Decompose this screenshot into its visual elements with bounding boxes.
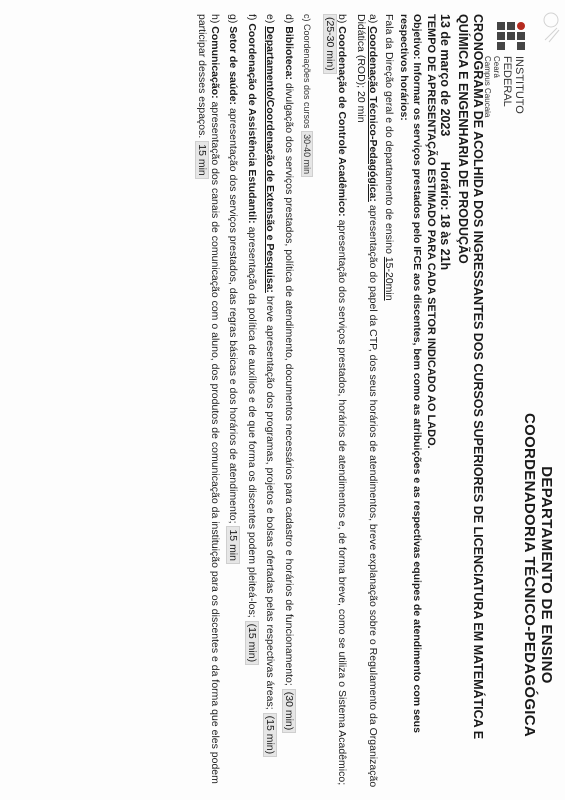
item-h-time: 15 min bbox=[196, 141, 210, 179]
time-note: TEMPO DE APRESENTAÇÃO ESTIMADO PARA CADA SETOR INDICADO AO LADO. bbox=[425, 14, 437, 449]
item-g bbox=[227, 14, 240, 794]
item-b-label: Coordenação de Controle Acadêmico: bbox=[336, 26, 349, 217]
item-a bbox=[355, 14, 380, 794]
item-d-time: (30 min) bbox=[282, 689, 296, 734]
item-c bbox=[301, 14, 314, 794]
item-e-text: breve apresentação dos programas, projetos e bolsas ofertadas pelas respectivas áreas; bbox=[264, 295, 277, 710]
item-f-prefix: f) bbox=[246, 14, 258, 21]
item-h-text: apresentação dos canais de comunicação com o aluno, dos produtos de comunicação da instituição para os discentes e da forma que eles podem participar desses espaços. bbox=[196, 14, 221, 784]
item-f bbox=[246, 14, 259, 794]
objective-paragraph bbox=[398, 14, 423, 794]
department-line-2: COORDENADORIA TÉCNICO-PEDAGÓGICA bbox=[521, 412, 538, 738]
item-d bbox=[283, 14, 296, 794]
item-e-prefix: e) bbox=[264, 14, 277, 24]
institution-name bbox=[483, 56, 525, 132]
item-b-time: (25-30 min) bbox=[323, 14, 337, 74]
institution-logo bbox=[481, 22, 529, 132]
item-b-text: apresentação dos serviços prestados, horários de atendimentos e, de forma breve, como se utiliza o Sistema Acadêmico; bbox=[336, 219, 349, 786]
department-heading bbox=[521, 360, 555, 790]
objective-text: Informar os serviços prestados pelo IFCE aos discentes, bem como as atribuições e as respectivas equipes de atendimento com seus respectivos horários: bbox=[398, 14, 423, 733]
item-f-text: apresentação da política de auxílios e de que forma os discentes podem pleiteá-los; bbox=[246, 226, 258, 618]
item-h-label: Comunicação: bbox=[209, 26, 221, 99]
item-e-label: Departamento/Coordenação de Extensão e Pesquisa: bbox=[264, 26, 277, 293]
date-line bbox=[438, 14, 452, 270]
item-f-label: Coordenação de Assistência Estudantil: bbox=[246, 23, 258, 224]
fala-paragraph bbox=[383, 14, 396, 794]
item-c-text: c) Coordenações dos cursos bbox=[302, 14, 313, 129]
if-logo-icon bbox=[489, 22, 525, 52]
item-b-prefix: b) bbox=[336, 14, 349, 24]
item-a-prefix: a) bbox=[367, 14, 380, 24]
item-h bbox=[196, 14, 221, 794]
item-g-label: Setor de saúde: bbox=[227, 26, 240, 106]
item-b bbox=[324, 14, 349, 794]
item-a-text: apresentação do papel da CTP, dos seus horários de atendimentos, breve explanação sobre o Regulamento da Organização Didática (ROD); 20 min bbox=[355, 14, 380, 788]
item-h-prefix: h) bbox=[209, 14, 221, 24]
item-d-text: divulgação dos serviços prestados, política de atendimento, documentos necessários para cadastro e horários de funcionamento; bbox=[283, 82, 295, 686]
event-hour: Horário: 18 às 21h bbox=[438, 161, 452, 271]
institution-state: Ceará bbox=[492, 56, 501, 78]
document-title: CRONOGRAMA DE ACOLHIDA DOS INGRESSANTES DOS CURSOS SUPERIORES DE LICENCIATURA EM MATEMÁTICA E QUÍMICA E ENGENHARIA DE PRODUÇÃO bbox=[456, 14, 485, 740]
department-line-1: DEPARTAMENTO DE ENSINO bbox=[538, 466, 555, 684]
institution-name-line: INSTITUTO FEDERAL bbox=[501, 56, 525, 114]
item-a-label: Coordenação Técnico-Pedagógica: bbox=[367, 26, 380, 202]
event-date: 13 de março de 2023 bbox=[438, 14, 452, 137]
objective-label: Objetivo: bbox=[411, 14, 423, 60]
item-d-prefix: d) bbox=[283, 14, 295, 24]
fala-time: 15-20min bbox=[383, 256, 395, 301]
schedule-body bbox=[193, 14, 423, 794]
institution-campus: Campus Caucaia bbox=[483, 56, 492, 118]
item-g-prefix: g) bbox=[227, 14, 240, 24]
fala-text: Fala da Direção geral e do departamento de ensino bbox=[383, 14, 395, 254]
item-d-label: Biblioteca: bbox=[283, 26, 295, 80]
item-e-time: (15 min) bbox=[264, 713, 278, 758]
scan-stamp-mark bbox=[539, 8, 563, 44]
item-e bbox=[264, 14, 277, 794]
item-f-time: (15 min) bbox=[245, 621, 259, 666]
item-g-time: 15 min bbox=[227, 526, 241, 564]
item-g-text: apresentação dos serviços prestados, das regras básicas e dos horários de atendimento; bbox=[227, 107, 240, 524]
item-c-time: 30-40 min bbox=[302, 131, 314, 177]
